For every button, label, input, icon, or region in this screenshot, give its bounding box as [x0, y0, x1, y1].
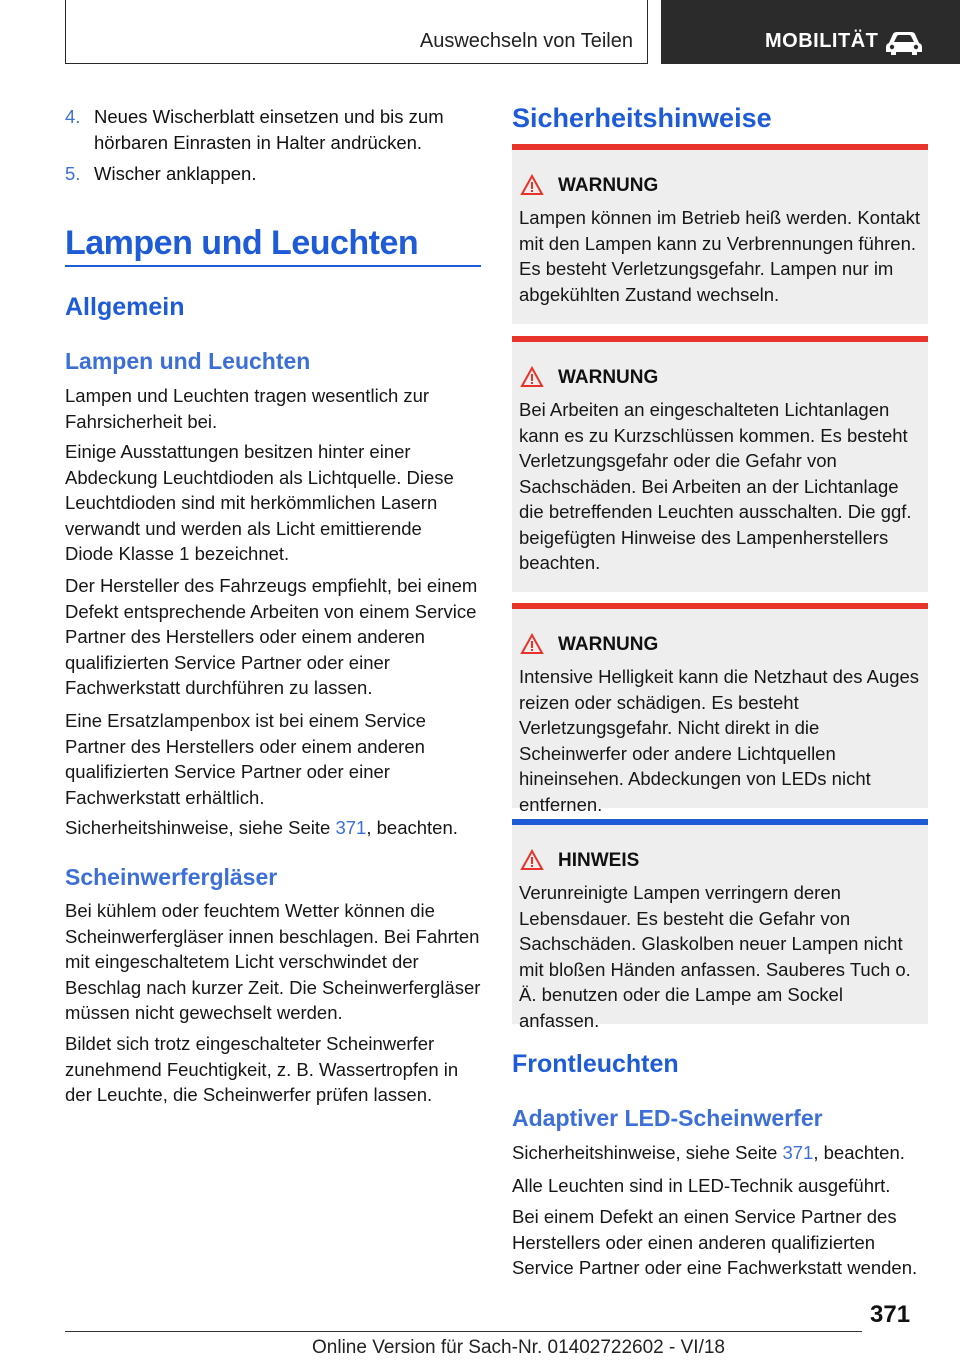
hint-label: HINWEIS — [558, 850, 640, 871]
warning-text: Bei Arbeiten an eingeschalteten Lichtanlagen kann es zu Kurzschlüssen kommen. Es besteht Verletzungsgefahr oder die Gefahr von Sachschäden. Bei Arbeiten an der Lichtanlage die betreffenden Leuchten ausschalten. Die ggf. beigefügten Hinweise des Lampenherstellers beachten. — [519, 399, 912, 573]
chapter-header-tab — [661, 0, 960, 64]
paragraph: Einige Ausstattungen besitzen hinter einer Abdeckung Leuchtdioden als Lichtquelle. Diese Leuchtdioden sind mit herkömmlichen Lasern verwandt und werden als Licht emittierende Diode Klasse 1 bezeichnet. — [65, 441, 454, 564]
heading-divider — [65, 265, 481, 267]
subsection-heading-led-scheinwerfer: Adaptiver LED-Scheinwerfer — [512, 1105, 823, 1131]
warning-triangle-icon — [520, 174, 544, 196]
subsection-heading-lampen: Lampen und Leuchten — [65, 348, 311, 374]
online-version-note: Online Version für Sach-Nr. 01402722602 - VI/18 — [312, 1337, 725, 1358]
paragraph-page-reference — [65, 815, 481, 841]
chapter-title: MOBILITÄT — [765, 30, 879, 52]
footer-divider — [65, 1331, 862, 1332]
paragraph: Lampen und Leuchten tragen wesentlich zur Fahrsicherheit bei. — [65, 385, 430, 432]
paragraph: Eine Ersatzlampenbox ist bei einem Service Partner des Herstellers oder einem anderen qualifizierten Service Partner oder einer Fachwerkstatt erhältlich. — [65, 710, 426, 808]
reference-text: Sicherheitshinweise, siehe Seite — [65, 817, 336, 838]
warning-triangle-icon — [520, 849, 544, 871]
warning-label: WARNUNG — [558, 175, 659, 196]
chapter-heading: Lampen und Leuchten — [65, 224, 419, 262]
warning-label: WARNUNG — [558, 367, 659, 388]
hint-box — [512, 819, 928, 1031]
section-header-tab — [65, 0, 648, 64]
warning-triangle-icon — [520, 633, 544, 655]
warning-box — [512, 603, 928, 815]
page-link[interactable]: 371 — [335, 817, 367, 838]
paragraph: Bei einem Defekt an einen Service Partner des Herstellers oder einen anderen qualifizierten Service Partner oder eine Fachwerkstatt wenden. — [512, 1206, 918, 1278]
step-number: 4. — [65, 106, 81, 127]
reference-text: , beachten. — [366, 817, 458, 838]
section-heading-frontleuchten: Frontleuchten — [512, 1050, 679, 1078]
warning-label: WARNUNG — [558, 634, 659, 655]
warning-box — [512, 144, 928, 324]
reference-text: Sicherheitshinweise, siehe Seite — [512, 1142, 783, 1163]
paragraph: Der Hersteller des Fahrzeugs empfiehlt, bei einem Defekt entsprechende Arbeiten von einem Service Partner des Herstellers oder einem anderen qualifizierten Service Partner oder einer Fachwerkstatt durchführen zu lassen. — [65, 575, 478, 698]
car-icon — [883, 29, 925, 57]
section-heading-allgemein: Allgemein — [65, 293, 185, 321]
page-link[interactable]: 371 — [782, 1142, 814, 1163]
paragraph: Bei kühlem oder feuchtem Wetter können die Scheinwerfergläser innen beschlagen. Bei Fahrten mit eingeschaltetem Licht verschwindet der Beschlag nach kurzer Zeit. Die Scheinwerfergläser müssen nicht gewechselt werden. — [65, 900, 481, 1023]
reference-text: , beachten. — [813, 1142, 905, 1163]
warning-text: Lampen können im Betrieb heiß werden. Kontakt mit den Lampen kann zu Verbrennungen führen. Es besteht Verletzungsgefahr. Lampen nur im abgekühlten Zustand wechseln. — [519, 207, 921, 305]
paragraph: Alle Leuchten sind in LED-Technik ausgeführt. — [512, 1175, 891, 1196]
step-text: Wischer anklappen. — [94, 163, 257, 184]
step-text: Neues Wischerblatt einsetzen und bis zum hörbaren Einrasten in Halter andrücken. — [94, 106, 444, 153]
warning-box — [512, 336, 928, 592]
warning-text: Intensive Helligkeit kann die Netzhaut des Auges reizen oder schädigen. Es besteht Verletzungsgefahr. Nicht direkt in die Scheinwerfer oder andere Lichtquellen hineinsehen. Abdeckungen von LEDs nicht entfernen. — [519, 666, 920, 815]
step-number: 5. — [65, 163, 81, 184]
paragraph: Bildet sich trotz eingeschalteter Scheinwerfer zunehmend Feuchtigkeit, z. B. Wassertropfen in der Leuchte, die Scheinwerfer prüfen lassen. — [65, 1033, 459, 1105]
paragraph-page-reference — [512, 1140, 928, 1166]
section-title: Auswechseln von Teilen — [419, 30, 633, 52]
section-heading-sicherheitshinweise: Sicherheitshinweise — [512, 103, 772, 133]
hint-text: Verunreinigte Lampen verringern deren Lebensdauer. Es besteht die Gefahr von Sachschäden. Glaskolben neuer Lampen nicht mit bloßen Händen anfassen. Sauberes Tuch o. Ä. benutzen oder die Lampe am Sockel anfassen. — [519, 882, 911, 1031]
subsection-heading-scheinwerferglaeser: Scheinwerfergläser — [65, 864, 278, 890]
warning-triangle-icon — [520, 366, 544, 388]
page-number: 371 — [870, 1301, 911, 1328]
